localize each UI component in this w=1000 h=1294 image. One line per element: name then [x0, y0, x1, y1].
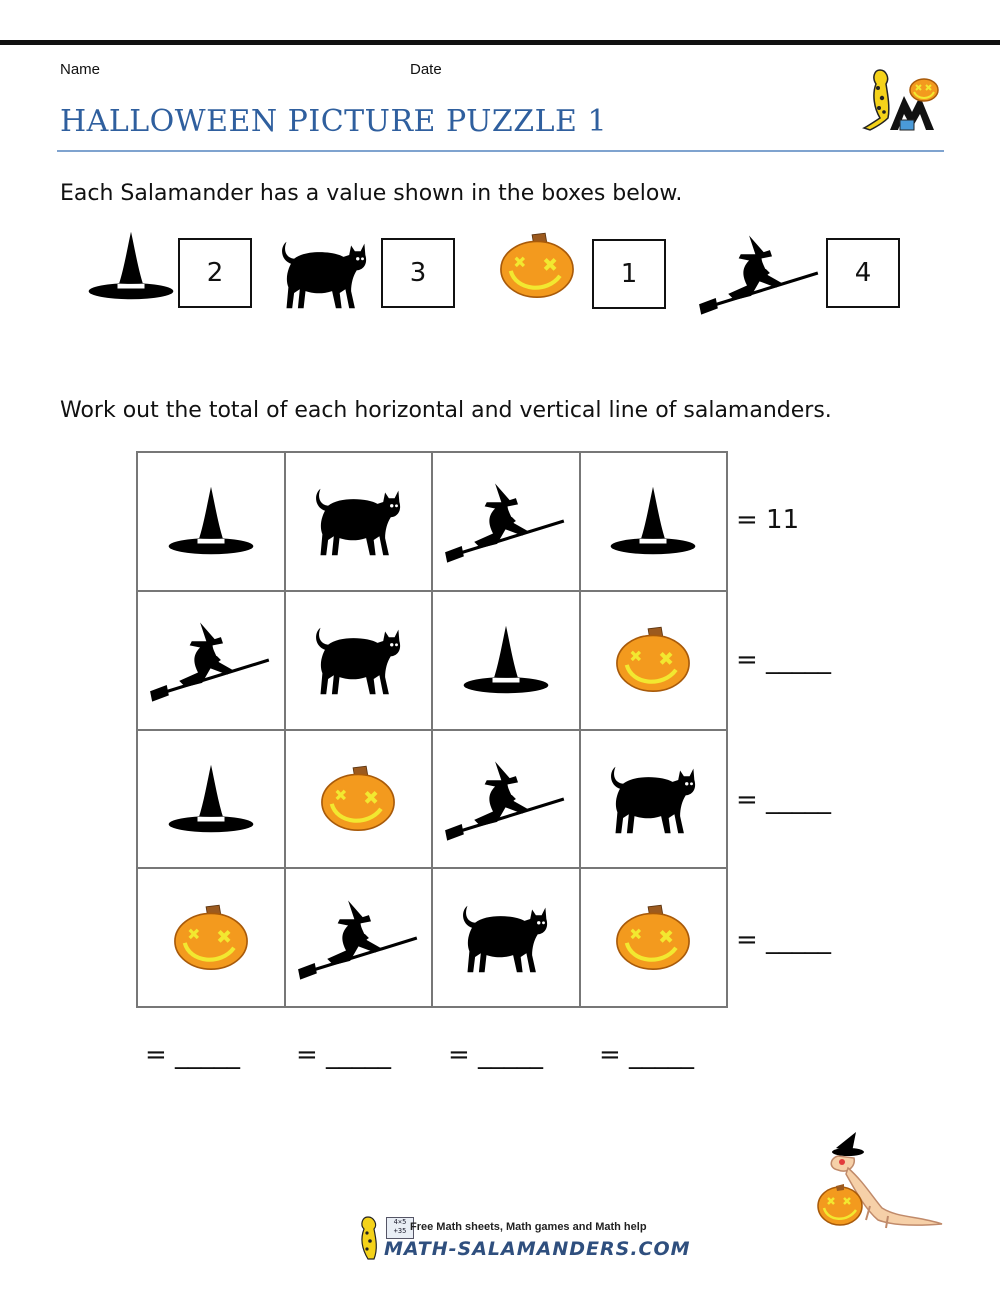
grid-cell	[285, 591, 433, 730]
key-value-box[interactable]: 4	[826, 238, 900, 308]
footer-tagline: Free Math sheets, Math games and Math help	[410, 1221, 647, 1233]
pumpkin-icon	[612, 624, 694, 696]
row-total-2[interactable]: = _____	[736, 645, 832, 675]
witch-hat-icon	[461, 622, 551, 698]
key-value-box[interactable]: 3	[381, 238, 455, 308]
flying-witch-icon	[443, 756, 568, 842]
key-value-box[interactable]: 2	[178, 238, 252, 308]
row-total-1[interactable]: = 11	[736, 505, 800, 535]
black-cat-icon	[277, 236, 372, 312]
black-cat-icon	[606, 761, 701, 837]
column-total-2[interactable]: = _____	[296, 1040, 392, 1070]
pumpkin-icon	[317, 763, 399, 835]
grid-cell	[432, 868, 580, 1007]
grid-cell	[580, 868, 728, 1007]
grid-cell	[137, 591, 285, 730]
grid-cell	[285, 730, 433, 869]
grid-cell	[137, 452, 285, 591]
grid-cell	[285, 452, 433, 591]
flying-witch-icon	[697, 230, 822, 316]
grid-cell	[432, 591, 580, 730]
column-total-1[interactable]: = _____	[145, 1040, 241, 1070]
black-cat-icon	[458, 900, 553, 976]
title-rule	[57, 150, 944, 152]
puzzle-grid	[136, 451, 728, 1008]
footer-salamander-icon	[354, 1215, 386, 1263]
grid-cell	[432, 730, 580, 869]
name-label: Name	[60, 61, 101, 78]
date-label: Date	[410, 61, 442, 78]
column-total-4[interactable]: = _____	[599, 1040, 695, 1070]
witch-hat-icon	[166, 761, 256, 837]
flying-witch-icon	[148, 617, 273, 703]
footer-math-sheet-icon: 4×5 +35	[386, 1217, 414, 1239]
witch-hat-icon	[86, 228, 176, 304]
row-total-3[interactable]: = _____	[736, 785, 832, 815]
salamander-logo-icon	[860, 68, 944, 132]
key-value-box[interactable]: 1	[592, 239, 666, 309]
row-total-4[interactable]: = _____	[736, 925, 832, 955]
column-total-3[interactable]: = _____	[448, 1040, 544, 1070]
flying-witch-icon	[296, 895, 421, 981]
top-rule	[0, 40, 1000, 45]
grid-cell	[580, 452, 728, 591]
grid-instruction: Work out the total of each horizontal and vertical line of salamanders.	[60, 398, 832, 423]
grid-cell	[432, 452, 580, 591]
pumpkin-icon	[170, 902, 252, 974]
pumpkin-icon	[612, 902, 694, 974]
page-title: HALLOWEEN PICTURE PUZZLE 1	[60, 104, 608, 139]
pumpkin-icon	[496, 230, 578, 302]
footer-site-link[interactable]: MATH-SALAMANDERS.COM	[384, 1238, 691, 1260]
witch-hat-icon	[608, 483, 698, 559]
salamander-witch-icon	[808, 1130, 948, 1230]
key-instruction: Each Salamander has a value shown in the boxes below.	[60, 181, 683, 206]
grid-cell	[580, 730, 728, 869]
grid-cell	[580, 591, 728, 730]
grid-cell	[137, 868, 285, 1007]
grid-cell	[137, 730, 285, 869]
black-cat-icon	[311, 622, 406, 698]
black-cat-icon	[311, 483, 406, 559]
flying-witch-icon	[443, 478, 568, 564]
grid-cell	[285, 868, 433, 1007]
witch-hat-icon	[166, 483, 256, 559]
